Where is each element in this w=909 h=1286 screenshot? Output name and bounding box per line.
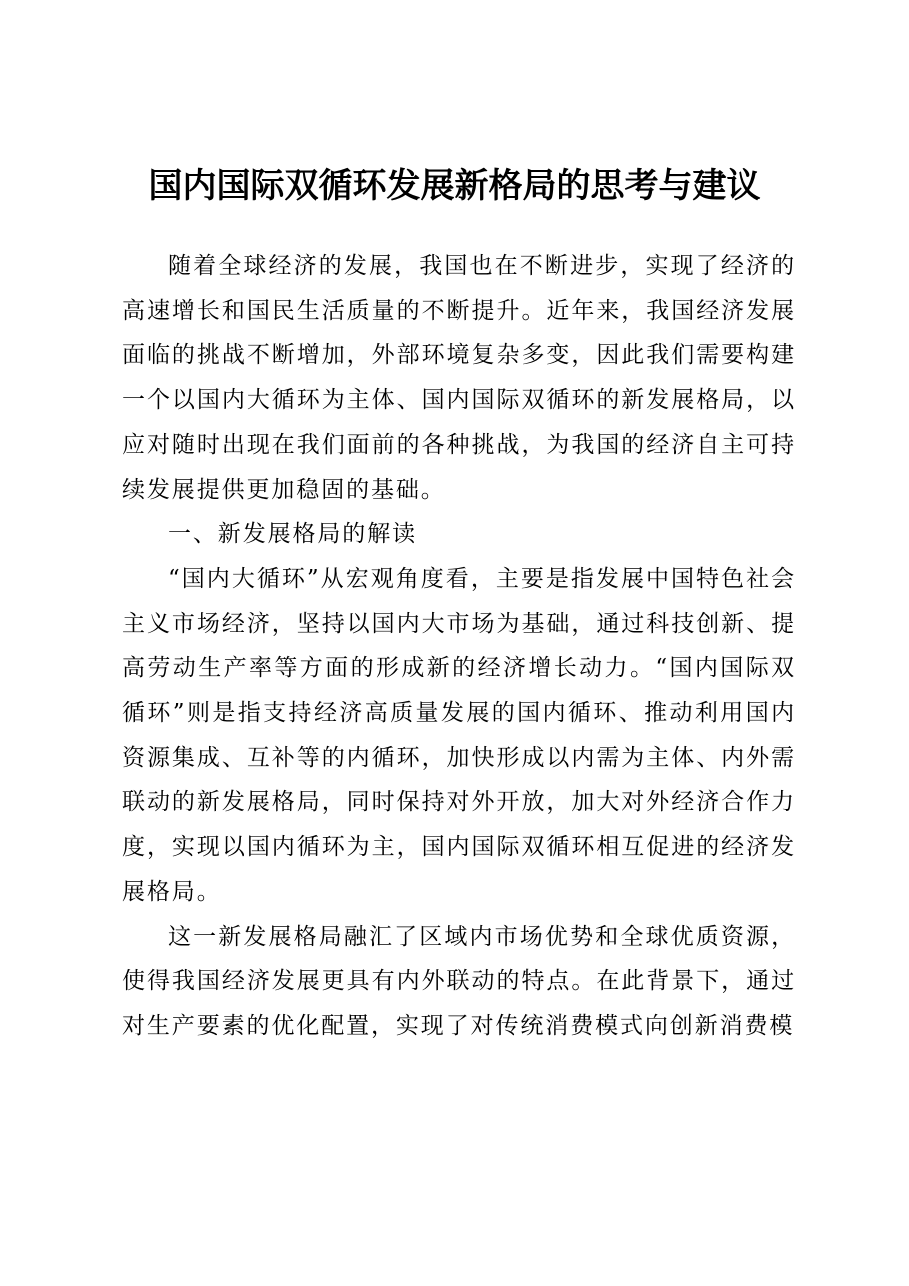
document-title: 国内国际双循环发展新格局的思考与建议 — [148, 166, 761, 206]
document-body — [122, 244, 796, 1049]
paragraph-intro: 随着全球经济的发展，我国也在不断进步，实现了经济的高速增长和国民生活质量的不断提升。近年来，我国经济发展面临的挑战不断增加，外部环境复杂多变，因此我们需要构建一个以国内大循环为主体、国内国际双循环的新发展格局，以应对随时出现在我们面前的各种挑战，为我国的经济自主可持续发展提供更加稳固的基础。 — [122, 253, 796, 503]
paragraph-features: 这一新发展格局融汇了区域内市场优势和全球优质资源，使得我国经济发展更具有内外联动的特点。在此背景下，通过对生产要素的优化配置，实现了对传统消费模式向创新消费模 — [122, 923, 796, 1039]
paragraph-definition: “国内大循环”从宏观角度看，主要是指发展中国特色社会主义市场经济，坚持以国内大市场为基础，通过科技创新、提高劳动生产率等方面的形成新的经济增长动力。“国内国际双循环”则是指支持经济高质量发展的国内循环、推动利用国内资源集成、互补等的内循环，加快形成以内需为主体、内外需联动的新发展格局，同时保持对外开放，加大对外经济合作力度，实现以国内循环为主，国内国际双循环相互促进的经济发展格局。 — [122, 565, 796, 905]
section-heading: 一、新发展格局的解读 — [168, 521, 417, 548]
